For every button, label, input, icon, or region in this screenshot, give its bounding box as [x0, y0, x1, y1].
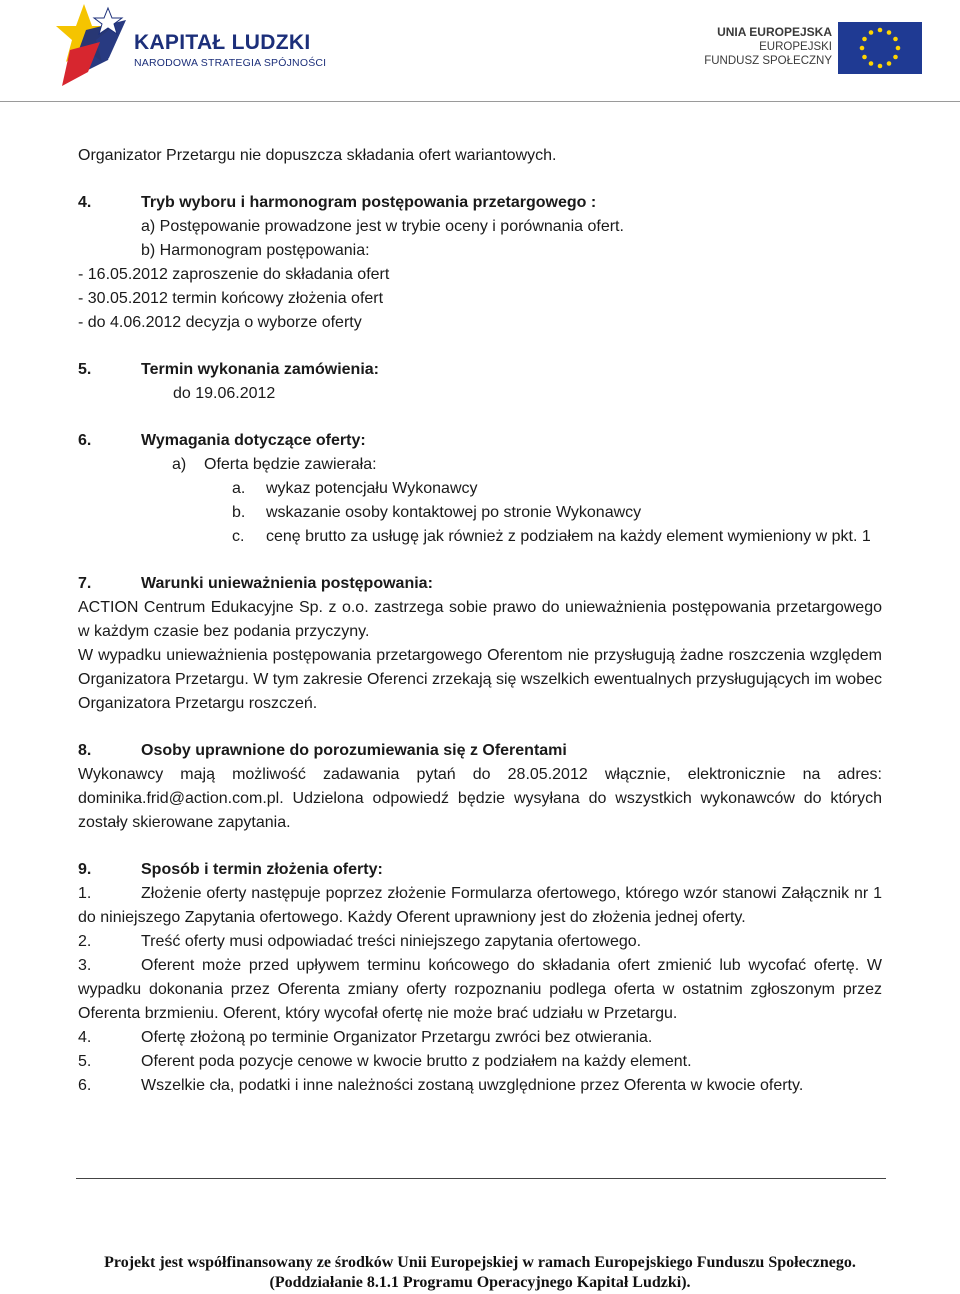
section-4-date-3: - do 4.06.2012 decyzja o wyborze oferty: [78, 314, 362, 331]
page-header: [0, 0, 960, 100]
eu-flag-icon: [838, 22, 922, 74]
eu-logo-line2: EUROPEJSKI: [759, 41, 832, 53]
section-7-heading: 7. Warunki unieważnienia postępowania:: [78, 575, 433, 592]
footer-divider: [76, 1178, 886, 1179]
kapital-ludzki-title: KAPITAŁ LUDZKI: [134, 31, 311, 54]
list-item: 1. Złożenie oferty następuje poprzez złożenie Formularza ofertowego, którego wzór stanowi Załącznik nr 1 do niniejszego Zapytania ofertowego. Każdy Oferent uprawniony jest do złożenia jednej oferty.: [78, 885, 882, 926]
section-5-value: do 19.06.2012: [173, 385, 276, 402]
list-item: 5. Oferent poda pozycje cenowe w kwocie brutto z podziałem na każdy element.: [78, 1053, 692, 1070]
eu-logo: [700, 22, 930, 82]
list-item: b. wskazanie osoby kontaktowej po stronie Wykonawcy: [232, 504, 642, 521]
document-body: [78, 144, 882, 1098]
footer-line-1: Projekt jest współfinansowany ze środków Unii Europejskiej w ramach Europejskiego Funduszu Społecznego.: [104, 1254, 856, 1271]
section-9-heading: 9. Sposób i termin złożenia oferty:: [78, 861, 383, 878]
section-7-paragraph-2: W wypadku unieważnienia postępowania przetargowego Oferentom nie przysługują żadne roszczenia względem Organizatora Przetargu. W tym zakresie Oferenci zrzekają się wszelkich ewentualnych przysługujących im wobec Organizatora Przetargu roszczeń.: [78, 647, 882, 712]
section-6-a: a) Oferta będzie zawierała:: [172, 456, 377, 473]
eu-logo-line1: UNIA EUROPEJSKA: [717, 25, 832, 39]
page-footer: [0, 1253, 960, 1293]
list-item: 6. Wszelkie cła, podatki i inne należności zostaną uwzględnione przez Oferenta w kwocie oferty.: [78, 1077, 804, 1094]
footer-line-2: (Poddziałanie 8.1.1 Programu Operacyjnego Kapitał Ludzki).: [269, 1274, 691, 1291]
list-item: 4. Ofertę złożoną po terminie Organizator Przetargu zwróci bez otwierania.: [78, 1029, 653, 1046]
eu-logo-line3: FUNDUSZ SPOŁECZNY: [704, 55, 832, 67]
kapital-ludzki-emblem-icon: [56, 2, 136, 90]
section-5-heading: 5. Termin wykonania zamówienia:: [78, 361, 379, 378]
intro-paragraph: Organizator Przetargu nie dopuszcza składania ofert wariantowych.: [78, 147, 557, 164]
section-6-heading: 6. Wymagania dotyczące oferty:: [78, 432, 366, 449]
section-8-heading: 8. Osoby uprawnione do porozumiewania się z Oferentami: [78, 742, 567, 759]
kapital-ludzki-subtitle: NARODOWA STRATEGIA SPÓJNOŚCI: [134, 57, 327, 69]
section-4-heading: 4. Tryb wyboru i harmonogram postępowania przetargowego :: [78, 194, 597, 211]
section-4-a: a) Postępowanie prowadzone jest w trybie oceny i porównania ofert.: [141, 218, 624, 235]
kapital-ludzki-logo: [56, 2, 356, 90]
list-item: 2. Treść oferty musi odpowiadać treści niniejszego zapytania ofertowego.: [78, 933, 642, 950]
section-8-paragraph: Wykonawcy mają możliwość zadawania pytań do 28.05.2012 włącznie, elektronicznie na adres: dominika.frid@action.com.pl. Udzielona odpowiedź będzie wysyłana do wszystkich wykonawców do których zostały skierowane zapytania.: [78, 766, 882, 831]
list-item: c. cenę brutto za usługę jak również z podziałem na każdy element wymieniony w pkt. 1: [232, 528, 871, 545]
section-4-date-2: - 30.05.2012 termin końcowy złożenia ofert: [78, 290, 384, 307]
section-7-paragraph-1: ACTION Centrum Edukacyjne Sp. z o.o. zastrzega sobie prawo do unieważnienia postępowania przetargowego w każdym czasie bez podania przyczyny.: [78, 599, 882, 640]
section-4-date-1: - 16.05.2012 zaproszenie do składania ofert: [78, 266, 390, 283]
section-4-b: b) Harmonogram postępowania:: [141, 242, 370, 259]
header-divider: [0, 101, 960, 102]
list-item: 3. Oferent może przed upływem terminu końcowego do składania ofert zmienić lub wycofać ofertę. W wypadku dokonania przez Oferenta zmiany oferty rozpoznaniu podlega oferta w ostatnim zgłoszonym przez Oferenta brzmieniu. Oferent, który wycofał ofertę nie może brać udziału w Przetargu.: [78, 957, 882, 1022]
list-item: a. wykaz potencjału Wykonawcy: [232, 480, 478, 497]
